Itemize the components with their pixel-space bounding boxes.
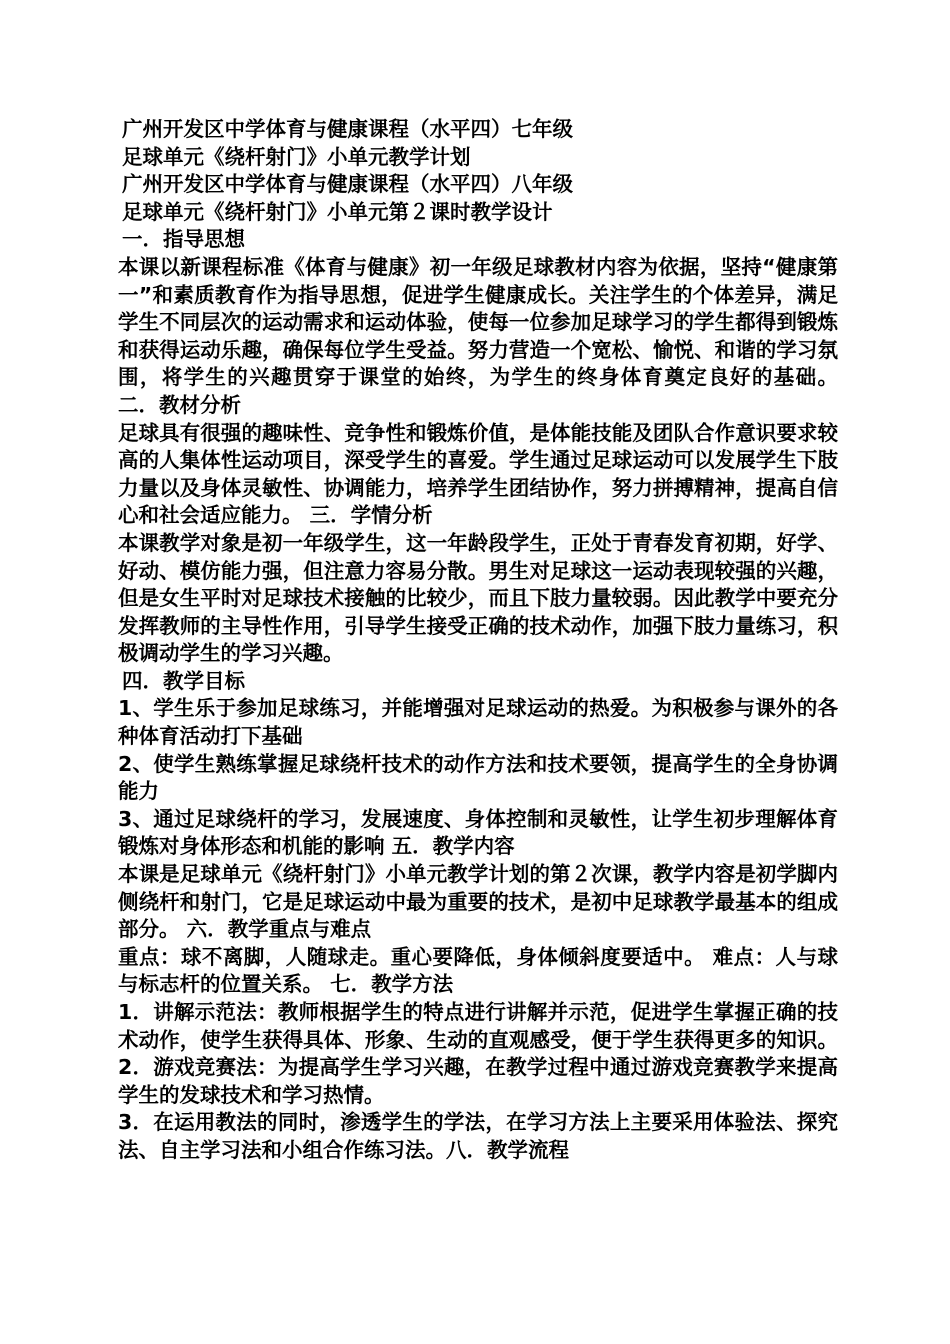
section-student-analysis-body: 本课教学对象是初一年级学生，这一年龄段学生，正处于青春发育初期，好学、好动、模仿能力强，但注意力容易分散。男生对足球这一运动表现较强的兴趣，但是女生平时对足球技术接触的比较少，而且下肢力量较弱。因此教学中要充分发挥教师的主导性作用，引导学生接受正确的技术动作，加强下肢力量练习，积极调动学生的学习兴趣。 bbox=[118, 530, 838, 666]
section-material-analysis-body: 足球具有很强的趣味性、竞争性和锻炼价值，是体能技能及团队合作意识要求较高的人集体性运动项目，深受学生的喜爱。学生通过足球运动可以发展学生下肢力量以及身体灵敏性、协调能力，培养学生团结协作，努力拼搏精神，提高自信心和社会适应能力。 三．学情分析 bbox=[118, 420, 838, 528]
teaching-goal-2: 2、使学生熟练掌握足球绕杆技术的动作方法和技术要领，提高学生的全身协调能力 bbox=[118, 751, 838, 804]
section-teaching-content-body: 本课是足球单元《绕杆射门》小单元教学计划的第２次课，教学内容是初学脚内侧绕杆和射门，它是足球运动中最为重要的技术，是初中足球教学最基本的组成部分。 六．教学重点与难点 bbox=[118, 862, 838, 942]
teaching-method-3: 3．在运用教法的同时，渗透学生的学法，在学习方法上主要采用体验法、探究法、自主学习法和小组合作练习法。八．教学流程 bbox=[118, 1110, 838, 1162]
section-key-points-body: 重点：球不离脚，人随球走。重心要降低，身体倾斜度要适中。 难点：人与球与标志杆的位置关系。 七．教学方法 bbox=[118, 944, 838, 997]
document-page bbox=[118, 116, 838, 1165]
title-line-4: 足球单元《绕杆射门》小单元第２课时教学设计 bbox=[122, 199, 553, 224]
title-line-1: 广州开发区中学体育与健康课程（水平四）七年级 bbox=[122, 117, 573, 141]
teaching-goal-3: 3、通过足球绕杆的学习，发展速度、身体控制和灵敏性，让学生初步理解体育锻炼对身体形态和机能的影响 五．教学内容 bbox=[118, 806, 838, 859]
title-line-2: 足球单元《绕杆射门》小单元教学计划 bbox=[122, 144, 471, 169]
title-line-3: 广州开发区中学体育与健康课程（水平四）八年级 bbox=[122, 172, 573, 197]
teaching-goal-1: 1、学生乐于参加足球练习，并能增强对足球运动的热爱。为积极参与课外的各种体育活动打下基础 bbox=[118, 696, 838, 749]
section-heading-guiding-thought: 一．指导思想 bbox=[122, 227, 245, 252]
teaching-method-1-2: 1．讲解示范法：教师根据学生的特点进行讲解并示范，促进学生掌握正确的技术动作，使学生获得具体、形象、生动的直观感受，便于学生获得更多的知识。 2．游戏竞赛法：为提高学生学习兴趣，在教学过程中通过游戏竞赛教学来提高学生的发球技术和学习热情。 bbox=[118, 1000, 838, 1107]
section-guiding-thought-body: 本课以新课程标准《体育与健康》初一年级足球教材内容为依据，坚持“健康第一”和素质教育作为指导思想，促进学生健康成长。关注学生的个体差异，满足学生不同层次的运动需求和运动体验，使每一位参加足球学习的学生都得到锻炼和获得运动乐趣，确保每位学生受益。努力营造一个宽松、愉悦、和谐的学习氛围，将学生的兴趣贯穿于课堂的始终，为学生的终身体育奠定良好的基础。 二．教材分析 bbox=[118, 254, 838, 417]
section-heading-teaching-goals: 四．教学目标 bbox=[122, 668, 245, 693]
